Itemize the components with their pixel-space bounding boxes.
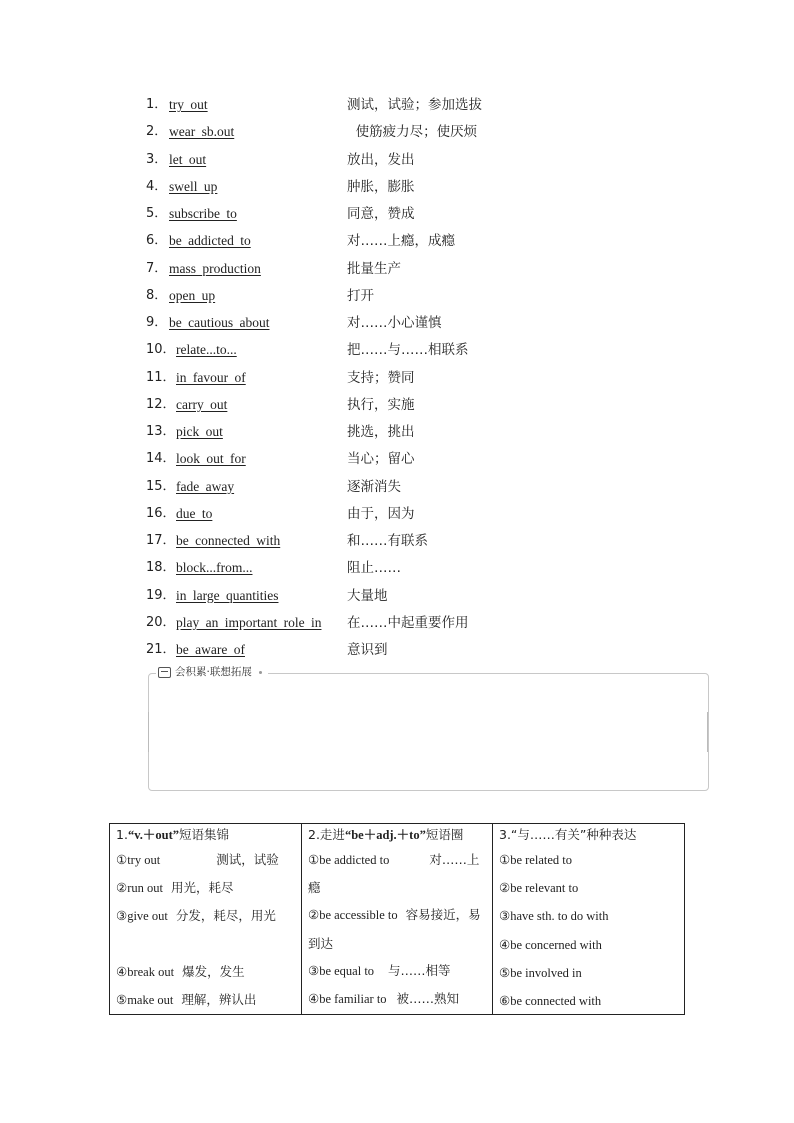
list-item [116, 874, 295, 902]
phrase-meaning: 把……与……相联系 [347, 342, 469, 359]
phrase-number: 5． [146, 206, 168, 221]
item-phrase: ⑤be involved in [499, 965, 582, 980]
item-phrase: ②be accessible to [308, 908, 398, 923]
phrase-row [146, 394, 666, 421]
phrase-meaning: 使筋疲力尽；使厌烦 [347, 124, 478, 141]
item-meaning: 分发，耗尽，用光 [175, 908, 276, 924]
list-item [499, 846, 678, 874]
phrase-number: 3． [146, 151, 168, 167]
phrase-text: mass production [169, 260, 261, 276]
phrase-number: 8． [146, 287, 168, 303]
phrase-meaning: 打开 [347, 287, 374, 304]
list-item [116, 958, 295, 986]
phrase-row [146, 476, 666, 503]
column-title [116, 824, 295, 846]
accumulation-box-right-edge [707, 712, 708, 752]
accumulation-header-label: 会积累·联想拓展 [175, 666, 252, 678]
phrase-meaning: 由于，因为 [347, 505, 415, 522]
item-meaning: 容易接近，易到达 [308, 907, 481, 951]
phrase-text: open up [169, 287, 216, 303]
phrase-row [146, 421, 666, 448]
phrase-text: try out [169, 97, 208, 112]
phrase-text: subscribe to [169, 206, 237, 221]
phrase-number: 10． [146, 342, 176, 358]
phrase-number: 21． [146, 642, 176, 657]
phrase-text: be connected with [176, 533, 281, 548]
phrase-row [146, 94, 666, 121]
phrase-text: pick out [176, 424, 223, 439]
phrase-number: 16． [146, 505, 176, 521]
list-item [116, 846, 295, 874]
table-column-v-out [110, 824, 302, 1014]
phrase-number: 6． [146, 233, 168, 249]
item-phrase: ②be relevant to [499, 881, 579, 896]
phrase-row [146, 285, 666, 312]
phrase-row [146, 230, 666, 257]
phrase-text: in favour of [176, 369, 246, 385]
accumulation-header [156, 664, 268, 680]
phrase-row [146, 258, 666, 285]
column-title-number: 2.走进 [308, 827, 345, 842]
phrase-meaning: 意识到 [347, 642, 388, 658]
column-title-text: 短语圈 [425, 827, 464, 842]
table-column-related-expressions [493, 824, 684, 1014]
column-title-number: 1. [116, 827, 128, 842]
phrase-row [146, 530, 666, 557]
list-item [499, 959, 678, 987]
phrase-number: 15． [146, 478, 176, 494]
phrase-table [109, 823, 685, 1015]
column-title: 3.“与……有关”种种表达 [499, 827, 637, 842]
item-meaning: 爆发，发生 [182, 963, 245, 979]
phrase-row [146, 612, 666, 639]
phrase-meaning: 大量地 [347, 587, 388, 604]
item-meaning: 被……熟知 [396, 991, 460, 1007]
phrase-number: 7． [146, 260, 168, 276]
phrase-number: 12． [146, 396, 176, 412]
phrase-text: block...from... [176, 560, 253, 576]
item-phrase: ③be equal to [308, 963, 375, 978]
item-phrase: ④be concerned with [499, 937, 602, 952]
phrase-meaning: 对……小心谨慎 [347, 315, 442, 331]
phrase-number: 19． [146, 587, 176, 603]
list-item [308, 957, 486, 985]
item-phrase: ②run out [116, 881, 163, 896]
item-meaning: 对……上瘾 [308, 852, 480, 896]
phrase-text: carry out [176, 396, 228, 412]
phrase-text: be addicted to [169, 233, 251, 249]
item-phrase: ①try out [116, 853, 161, 867]
phrase-meaning: 执行，实施 [347, 396, 415, 413]
phrase-meaning: 同意，赞成 [347, 206, 415, 222]
list-item [116, 902, 295, 930]
phrase-meaning: 肿胀，膨胀 [347, 178, 415, 195]
phrase-row [146, 121, 666, 148]
phrase-row [146, 312, 666, 339]
item-meaning: 与……相等 [388, 962, 451, 978]
phrase-number: 9． [146, 315, 168, 330]
column-title-pattern: “v.＋out” [127, 828, 179, 842]
phrase-row [146, 585, 666, 612]
phrase-row [146, 503, 666, 530]
phrase-text: look out for [176, 451, 246, 467]
item-phrase: ③give out [116, 909, 168, 924]
item-phrase: ⑤make out [116, 992, 174, 1007]
phrase-number: 11． [146, 369, 176, 385]
phrase-meaning: 测试，试验；参加选拔 [347, 97, 482, 113]
phrase-number: 2． [146, 124, 168, 140]
list-item [499, 931, 678, 959]
phrase-row [146, 339, 666, 366]
phrase-number: 20． [146, 614, 176, 630]
phrase-text: swell up [169, 178, 218, 194]
phrase-meaning: 对……上瘾，成瘾 [347, 233, 455, 250]
item-phrase: ①be related to [499, 853, 572, 867]
phrase-list [146, 94, 666, 666]
item-phrase: ⑥be connected with [499, 994, 602, 1009]
list-item [499, 902, 678, 930]
list-item [308, 901, 486, 956]
phrase-number: 1． [146, 97, 168, 112]
note-icon [158, 667, 171, 678]
phrase-number: 13． [146, 424, 176, 439]
phrase-text: relate...to... [176, 342, 237, 358]
phrase-text: be cautious about [169, 315, 270, 330]
phrase-meaning: 支持；赞同 [347, 369, 415, 386]
list-item [308, 985, 486, 1013]
phrase-meaning: 批量生产 [347, 260, 401, 277]
item-meaning: 用光，耗尽 [170, 880, 234, 896]
column-title-pattern: “be＋adj.＋to” [344, 828, 426, 842]
phrase-text: play an important role in [176, 614, 322, 630]
phrase-text: let out [169, 151, 207, 167]
accumulation-box [148, 673, 709, 791]
phrase-number: 14． [146, 451, 176, 467]
phrase-row [146, 639, 666, 666]
phrase-text: fade away [176, 478, 235, 494]
item-phrase: ④be familiar to [308, 992, 387, 1007]
item-meaning: 理解，辨认出 [181, 991, 257, 1007]
list-item [499, 987, 678, 1015]
phrase-text: wear sb.out [169, 124, 235, 140]
list-item [499, 874, 678, 902]
dot-icon [259, 671, 262, 674]
column-title-text: 短语集锦 [179, 827, 230, 842]
phrase-number: 18． [146, 560, 176, 576]
table-column-be-adj-to [302, 824, 493, 1014]
phrase-row [146, 367, 666, 394]
phrase-meaning: 和……有联系 [347, 533, 428, 549]
phrase-meaning: 阻止…… [347, 560, 401, 577]
column-title [308, 824, 486, 846]
phrase-row [146, 557, 666, 584]
item-phrase: ③have sth. to do with [499, 909, 609, 924]
phrase-text: be aware of [176, 642, 245, 657]
phrase-text: in large quantities [176, 587, 279, 603]
phrase-meaning: 当心；留心 [347, 451, 415, 468]
accumulation-box-left-edge [148, 712, 149, 752]
phrase-row [146, 448, 666, 475]
phrase-text: due to [176, 505, 213, 521]
item-phrase: ④break out [116, 964, 175, 979]
phrase-number: 17． [146, 533, 176, 548]
item-meaning: 测试，试验 [216, 852, 279, 867]
phrase-row [146, 149, 666, 176]
phrase-meaning: 挑选，挑出 [347, 424, 415, 440]
phrase-row [146, 203, 666, 230]
phrase-meaning: 放出，发出 [347, 151, 415, 168]
phrase-meaning: 在……中起重要作用 [347, 614, 469, 631]
item-phrase: ①be addicted to [308, 853, 390, 867]
phrase-meaning: 逐渐消失 [347, 478, 401, 495]
list-item [308, 846, 486, 901]
list-item [116, 986, 295, 1014]
phrase-number: 4． [146, 178, 168, 194]
phrase-row [146, 176, 666, 203]
